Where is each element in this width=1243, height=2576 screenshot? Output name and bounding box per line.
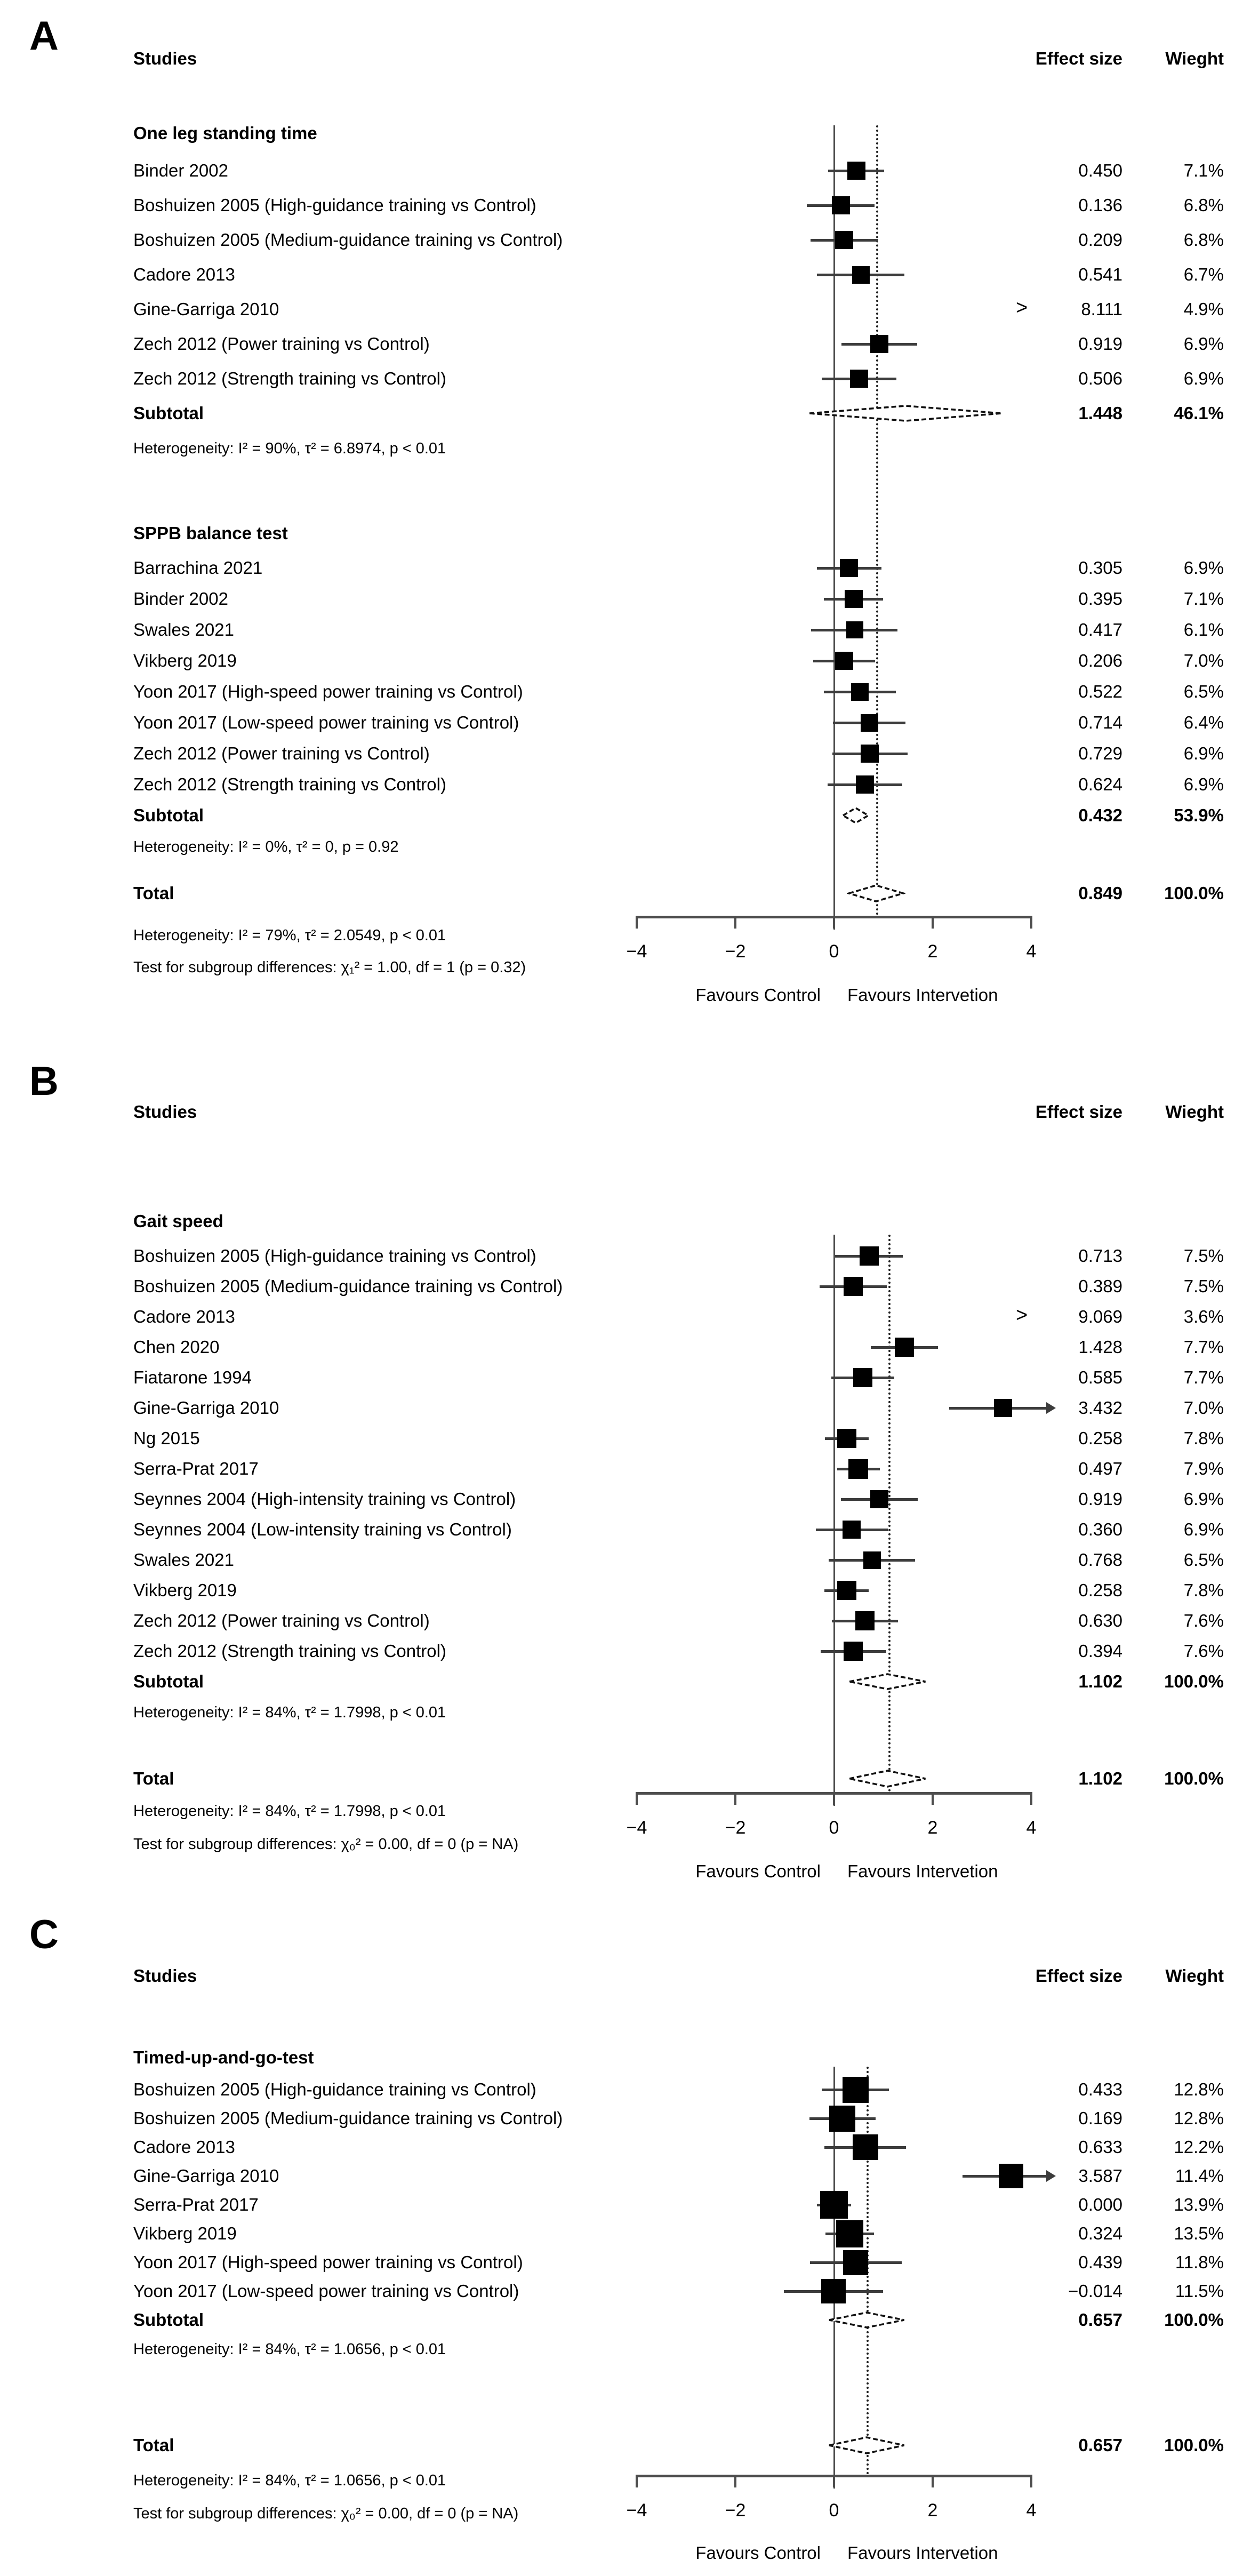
effect-value: 0.657 xyxy=(1078,2435,1122,2455)
weight-value: 7.7% xyxy=(1183,1367,1224,1387)
study-label: Vikberg 2019 xyxy=(133,2223,237,2243)
effect-square xyxy=(855,1611,875,1630)
effect-value: 0.417 xyxy=(1078,620,1122,639)
axis-tick-label: 2 xyxy=(927,1818,938,1838)
axis-tick xyxy=(833,916,835,929)
effect-square xyxy=(870,335,888,353)
column-header: Studies xyxy=(133,49,197,68)
axis-tick xyxy=(932,916,934,929)
panel-letter-b: B xyxy=(29,1059,59,1104)
weight-value: 3.6% xyxy=(1183,1307,1224,1326)
study-label: Yoon 2017 (Low-speed power training vs Control) xyxy=(133,2281,519,2301)
effect-square xyxy=(843,2077,869,2103)
weight-value: Wieght xyxy=(1165,49,1224,68)
weight-value: 12.2% xyxy=(1174,2137,1224,2157)
effect-square xyxy=(821,2279,846,2303)
effect-value: 0.389 xyxy=(1078,1276,1122,1296)
effect-value: Effect size xyxy=(1035,49,1122,68)
summary-diamond xyxy=(847,883,905,906)
effect-square xyxy=(863,1551,881,1569)
weight-value: 7.6% xyxy=(1183,1641,1224,1661)
subtotal-label: Subtotal xyxy=(133,805,204,825)
effect-value: 3.587 xyxy=(1078,2166,1122,2186)
effect-square xyxy=(861,745,879,763)
total-label: Total xyxy=(133,883,174,903)
weight-value: 6.9% xyxy=(1183,558,1224,578)
axis-tick xyxy=(1030,1792,1032,1805)
heterogeneity-note: Heterogeneity: I² = 0%, τ² = 0, p = 0.92 xyxy=(133,838,399,855)
axis-tick-label: 4 xyxy=(1026,2500,1037,2521)
column-header: Studies xyxy=(133,1102,197,1122)
study-label: Vikberg 2019 xyxy=(133,651,237,670)
effect-value: Effect size xyxy=(1035,1102,1122,1122)
study-label: Barrachina 2021 xyxy=(133,558,263,578)
effect-square xyxy=(851,683,869,701)
study-label: Boshuizen 2005 (High-guidance training vs Control) xyxy=(133,1246,536,1266)
effect-square xyxy=(994,1399,1012,1417)
axis-tick xyxy=(636,1792,638,1805)
summary-diamond xyxy=(827,2310,907,2332)
axis-tick xyxy=(932,1792,934,1805)
axis-tick xyxy=(833,2475,835,2487)
weight-value: 100.0% xyxy=(1164,2435,1224,2455)
effect-square xyxy=(835,652,853,670)
axis-tick-label: 4 xyxy=(1026,1818,1037,1838)
axis-tick xyxy=(734,1792,736,1805)
weight-value: 12.8% xyxy=(1174,2108,1224,2128)
weight-value: 46.1% xyxy=(1174,403,1224,423)
effect-value: 1.102 xyxy=(1078,1769,1122,1788)
favours-intervention-label: Favours Intervetion xyxy=(847,985,998,1005)
axis-tick-label: −2 xyxy=(725,1818,746,1838)
weight-value: 6.9% xyxy=(1183,1489,1224,1509)
axis-tick xyxy=(636,2475,638,2487)
study-label: Chen 2020 xyxy=(133,1337,220,1357)
effect-value: 0.497 xyxy=(1078,1459,1122,1478)
study-label: Gine-Garriga 2010 xyxy=(133,299,279,319)
effect-value: 0.169 xyxy=(1078,2108,1122,2128)
effect-value: 0.395 xyxy=(1078,589,1122,609)
effect-square xyxy=(870,1490,888,1508)
ci-arrowhead xyxy=(1046,2170,1056,2182)
axis-tick-label: −4 xyxy=(626,1818,647,1838)
study-label: Zech 2012 (Strength training vs Control) xyxy=(133,1641,446,1661)
effect-value: 0.713 xyxy=(1078,1246,1122,1266)
weight-value: 6.9% xyxy=(1183,1519,1224,1539)
study-label: Swales 2021 xyxy=(133,1550,234,1570)
effect-value: 0.433 xyxy=(1078,2079,1122,2099)
axis-tick xyxy=(734,2475,736,2487)
weight-value: 6.9% xyxy=(1183,369,1224,388)
total-label: Total xyxy=(133,2435,174,2455)
weight-value: 7.8% xyxy=(1183,1580,1224,1600)
effect-value: 1.428 xyxy=(1078,1337,1122,1357)
summary-diamond xyxy=(841,806,870,828)
effect-value: 0.522 xyxy=(1078,682,1122,701)
effect-square xyxy=(832,196,850,214)
weight-value: 6.8% xyxy=(1183,195,1224,215)
effect-square xyxy=(856,775,874,794)
effect-value: 0.541 xyxy=(1078,265,1122,284)
weight-value: 6.5% xyxy=(1183,1550,1224,1570)
overall-effect-dotted-line xyxy=(876,125,878,916)
effect-value: 0.258 xyxy=(1078,1580,1122,1600)
effect-square xyxy=(846,621,863,638)
study-label: Serra-Prat 2017 xyxy=(133,1459,259,1478)
effect-square xyxy=(895,1338,914,1357)
weight-value: 7.7% xyxy=(1183,1337,1224,1357)
axis-tick-label: −4 xyxy=(626,941,647,962)
effect-square xyxy=(847,162,865,180)
effect-square xyxy=(860,1246,879,1266)
weight-value: 7.1% xyxy=(1183,589,1224,609)
study-label: Yoon 2017 (High-speed power training vs Control) xyxy=(133,682,523,701)
weight-value: 7.0% xyxy=(1183,1398,1224,1418)
subtotal-label: Subtotal xyxy=(133,403,204,423)
study-label: Boshuizen 2005 (High-guidance training vs Control) xyxy=(133,195,536,215)
study-label: Zech 2012 (Strength training vs Control) xyxy=(133,369,446,388)
weight-value: 7.1% xyxy=(1183,161,1224,180)
study-label: Gine-Garriga 2010 xyxy=(133,2166,279,2186)
zero-line xyxy=(833,1235,835,1806)
effect-value: 8.111 xyxy=(1081,299,1122,319)
axis-tick xyxy=(833,1792,835,1805)
weight-value: 12.8% xyxy=(1174,2079,1224,2099)
study-label: Zech 2012 (Power training vs Control) xyxy=(133,743,430,763)
study-label: Serra-Prat 2017 xyxy=(133,2195,259,2214)
effect-value: 0.000 xyxy=(1078,2195,1122,2214)
study-label: Swales 2021 xyxy=(133,620,234,639)
effect-value: 1.448 xyxy=(1078,403,1122,423)
weight-value: 100.0% xyxy=(1164,2310,1224,2330)
weight-value: 100.0% xyxy=(1164,883,1224,903)
effect-value: 0.432 xyxy=(1078,805,1122,825)
weight-value: 7.0% xyxy=(1183,651,1224,670)
favours-intervention-label: Favours Intervetion xyxy=(847,1861,998,1881)
summary-diamond xyxy=(827,2435,907,2458)
weight-value: 11.4% xyxy=(1175,2166,1224,2186)
study-label: Boshuizen 2005 (Medium-guidance training vs Control) xyxy=(133,230,563,250)
summary-diamond xyxy=(847,1769,927,1791)
group-label: SPPB balance test xyxy=(133,523,288,543)
effect-value: 3.432 xyxy=(1078,1398,1122,1418)
study-label: Boshuizen 2005 (Medium-guidance training vs Control) xyxy=(133,2108,563,2128)
effect-value: 0.439 xyxy=(1078,2252,1122,2272)
favours-intervention-label: Favours Intervetion xyxy=(847,2543,998,2563)
effect-square xyxy=(852,266,870,284)
study-label: Seynnes 2004 (High-intensity training vs Control) xyxy=(133,1489,516,1509)
effect-square xyxy=(850,370,868,388)
effect-value: 1.102 xyxy=(1078,1671,1122,1691)
effect-square xyxy=(853,2134,878,2160)
subtotal-label: Subtotal xyxy=(133,2310,204,2330)
weight-value: Wieght xyxy=(1165,1102,1224,1122)
effect-square xyxy=(843,2250,868,2275)
effect-value: 0.506 xyxy=(1078,369,1122,388)
effect-value: 0.258 xyxy=(1078,1428,1122,1448)
weight-value: 100.0% xyxy=(1164,1671,1224,1691)
effect-square xyxy=(829,2106,855,2132)
effect-value: 0.919 xyxy=(1078,334,1122,354)
total-label: Total xyxy=(133,1769,174,1788)
effect-square xyxy=(843,1521,861,1539)
panel-letter-a: A xyxy=(29,13,59,59)
weight-value: 4.9% xyxy=(1183,299,1224,319)
study-label: Ng 2015 xyxy=(133,1428,200,1448)
study-label: Cadore 2013 xyxy=(133,265,235,284)
effect-square xyxy=(837,1581,856,1600)
study-label: Zech 2012 (Power training vs Control) xyxy=(133,1611,430,1630)
axis-tick-label: 2 xyxy=(927,2500,938,2521)
weight-value: 13.9% xyxy=(1174,2195,1224,2214)
axis-tick-label: −2 xyxy=(725,941,746,962)
effect-square xyxy=(848,1459,868,1479)
effect-square xyxy=(844,1642,863,1661)
weight-value: 6.9% xyxy=(1183,774,1224,794)
offscale-right-marker: > xyxy=(1016,1304,1028,1326)
study-label: Cadore 2013 xyxy=(133,1307,235,1326)
effect-square xyxy=(845,590,863,608)
effect-value: 0.206 xyxy=(1078,651,1122,670)
weight-value: 7.6% xyxy=(1183,1611,1224,1630)
favours-control-label: Favours Control xyxy=(695,2543,821,2563)
axis-tick xyxy=(1030,2475,1032,2487)
panel-letter-c: C xyxy=(29,1912,59,1957)
subgroup-test-note: Test for subgroup differences: χ₀² = 0.00, df = 0 (p = NA) xyxy=(133,2505,519,2522)
weight-value: 11.8% xyxy=(1175,2252,1224,2272)
effect-value: 0.585 xyxy=(1078,1367,1122,1387)
effect-value: 0.624 xyxy=(1078,774,1122,794)
ci-arrowhead xyxy=(1046,1402,1056,1414)
effect-value: 0.305 xyxy=(1078,558,1122,578)
effect-square xyxy=(840,559,858,577)
study-label: Boshuizen 2005 (High-guidance training vs Control) xyxy=(133,2079,536,2099)
axis-tick-label: 0 xyxy=(829,941,839,962)
weight-value: 6.8% xyxy=(1183,230,1224,250)
study-label: Zech 2012 (Power training vs Control) xyxy=(133,334,430,354)
effect-square xyxy=(853,1368,872,1387)
effect-value: 0.633 xyxy=(1078,2137,1122,2157)
weight-value: 13.5% xyxy=(1174,2223,1224,2243)
group-label: Timed-up-and-go-test xyxy=(133,2047,314,2067)
study-label: Zech 2012 (Strength training vs Control) xyxy=(133,774,446,794)
axis-tick-label: −4 xyxy=(626,2500,647,2521)
effect-value: 0.729 xyxy=(1078,743,1122,763)
axis-tick-label: 0 xyxy=(829,2500,839,2521)
study-label: Yoon 2017 (Low-speed power training vs Control) xyxy=(133,713,519,732)
axis-tick xyxy=(734,916,736,929)
axis-tick-label: 2 xyxy=(927,941,938,962)
study-label: Binder 2002 xyxy=(133,161,228,180)
axis-tick-label: −2 xyxy=(725,2500,746,2521)
effect-value: 0.136 xyxy=(1078,195,1122,215)
favours-control-label: Favours Control xyxy=(695,1861,821,1881)
effect-square xyxy=(835,231,853,249)
heterogeneity-note: Heterogeneity: I² = 84%, τ² = 1.0656, p < 0.01 xyxy=(133,2472,446,2489)
study-label: Yoon 2017 (High-speed power training vs Control) xyxy=(133,2252,523,2272)
weight-value: Wieght xyxy=(1165,1966,1224,1986)
study-label: Gine-Garriga 2010 xyxy=(133,1398,279,1418)
effect-value: 0.919 xyxy=(1078,1489,1122,1509)
effect-value: 0.450 xyxy=(1078,161,1122,180)
effect-square xyxy=(836,2220,863,2247)
axis-tick-label: 0 xyxy=(829,1818,839,1838)
effect-square xyxy=(999,2164,1023,2188)
weight-value: 6.9% xyxy=(1183,334,1224,354)
overall-effect-dotted-line xyxy=(888,1235,891,1792)
group-label: Gait speed xyxy=(133,1211,223,1231)
study-label: Fiatarone 1994 xyxy=(133,1367,252,1387)
weight-value: 7.9% xyxy=(1183,1459,1224,1478)
weight-value: 6.4% xyxy=(1183,713,1224,732)
offscale-right-marker: > xyxy=(1016,297,1028,319)
effect-value: 0.324 xyxy=(1078,2223,1122,2243)
heterogeneity-note: Heterogeneity: I² = 90%, τ² = 6.8974, p < 0.01 xyxy=(133,440,446,457)
favours-control-label: Favours Control xyxy=(695,985,821,1005)
effect-square xyxy=(844,1277,863,1296)
effect-value: 0.768 xyxy=(1078,1550,1122,1570)
weight-value: 53.9% xyxy=(1174,805,1224,825)
heterogeneity-note: Heterogeneity: I² = 84%, τ² = 1.7998, p < 0.01 xyxy=(133,1704,446,1721)
weight-value: 7.5% xyxy=(1183,1276,1224,1296)
effect-value: 0.209 xyxy=(1078,230,1122,250)
column-header: Studies xyxy=(133,1966,197,1986)
effect-value: 0.714 xyxy=(1078,713,1122,732)
study-label: Seynnes 2004 (Low-intensity training vs Control) xyxy=(133,1519,512,1539)
effect-square xyxy=(820,2191,848,2219)
effect-value: 0.657 xyxy=(1078,2310,1122,2330)
effect-square xyxy=(861,714,878,732)
weight-value: 6.9% xyxy=(1183,743,1224,763)
subgroup-test-note: Test for subgroup differences: χ₁² = 1.00, df = 1 (p = 0.32) xyxy=(133,959,526,976)
effect-value: −0.014 xyxy=(1068,2281,1122,2301)
axis-tick xyxy=(1030,916,1032,929)
weight-value: 7.5% xyxy=(1183,1246,1224,1266)
effect-value: 9.069 xyxy=(1078,1307,1122,1326)
effect-square xyxy=(837,1429,856,1448)
weight-value: 11.5% xyxy=(1175,2281,1224,2301)
study-label: Vikberg 2019 xyxy=(133,1580,237,1600)
subgroup-test-note: Test for subgroup differences: χ₀² = 0.00, df = 0 (p = NA) xyxy=(133,1836,519,1853)
heterogeneity-note: Heterogeneity: I² = 84%, τ² = 1.0656, p < 0.01 xyxy=(133,2341,446,2358)
axis-tick xyxy=(636,916,638,929)
study-label: Boshuizen 2005 (Medium-guidance training vs Control) xyxy=(133,1276,563,1296)
weight-value: 7.8% xyxy=(1183,1428,1224,1448)
summary-diamond xyxy=(847,1672,927,1694)
effect-value: 0.630 xyxy=(1078,1611,1122,1630)
weight-value: 100.0% xyxy=(1164,1769,1224,1788)
axis-tick-label: 4 xyxy=(1026,941,1037,962)
axis-tick xyxy=(932,2475,934,2487)
subtotal-label: Subtotal xyxy=(133,1671,204,1691)
summary-diamond xyxy=(807,404,1004,426)
effect-value: 0.849 xyxy=(1078,883,1122,903)
weight-value: 6.5% xyxy=(1183,682,1224,701)
study-label: Binder 2002 xyxy=(133,589,228,609)
effect-value: 0.394 xyxy=(1078,1641,1122,1661)
heterogeneity-note: Heterogeneity: I² = 84%, τ² = 1.7998, p < 0.01 xyxy=(133,1803,446,1820)
weight-value: 6.1% xyxy=(1183,620,1224,639)
weight-value: 6.7% xyxy=(1183,265,1224,284)
effect-value: 0.360 xyxy=(1078,1519,1122,1539)
effect-value: Effect size xyxy=(1035,1966,1122,1986)
heterogeneity-note: Heterogeneity: I² = 79%, τ² = 2.0549, p < 0.01 xyxy=(133,927,446,944)
study-label: Cadore 2013 xyxy=(133,2137,235,2157)
group-label: One leg standing time xyxy=(133,123,317,143)
